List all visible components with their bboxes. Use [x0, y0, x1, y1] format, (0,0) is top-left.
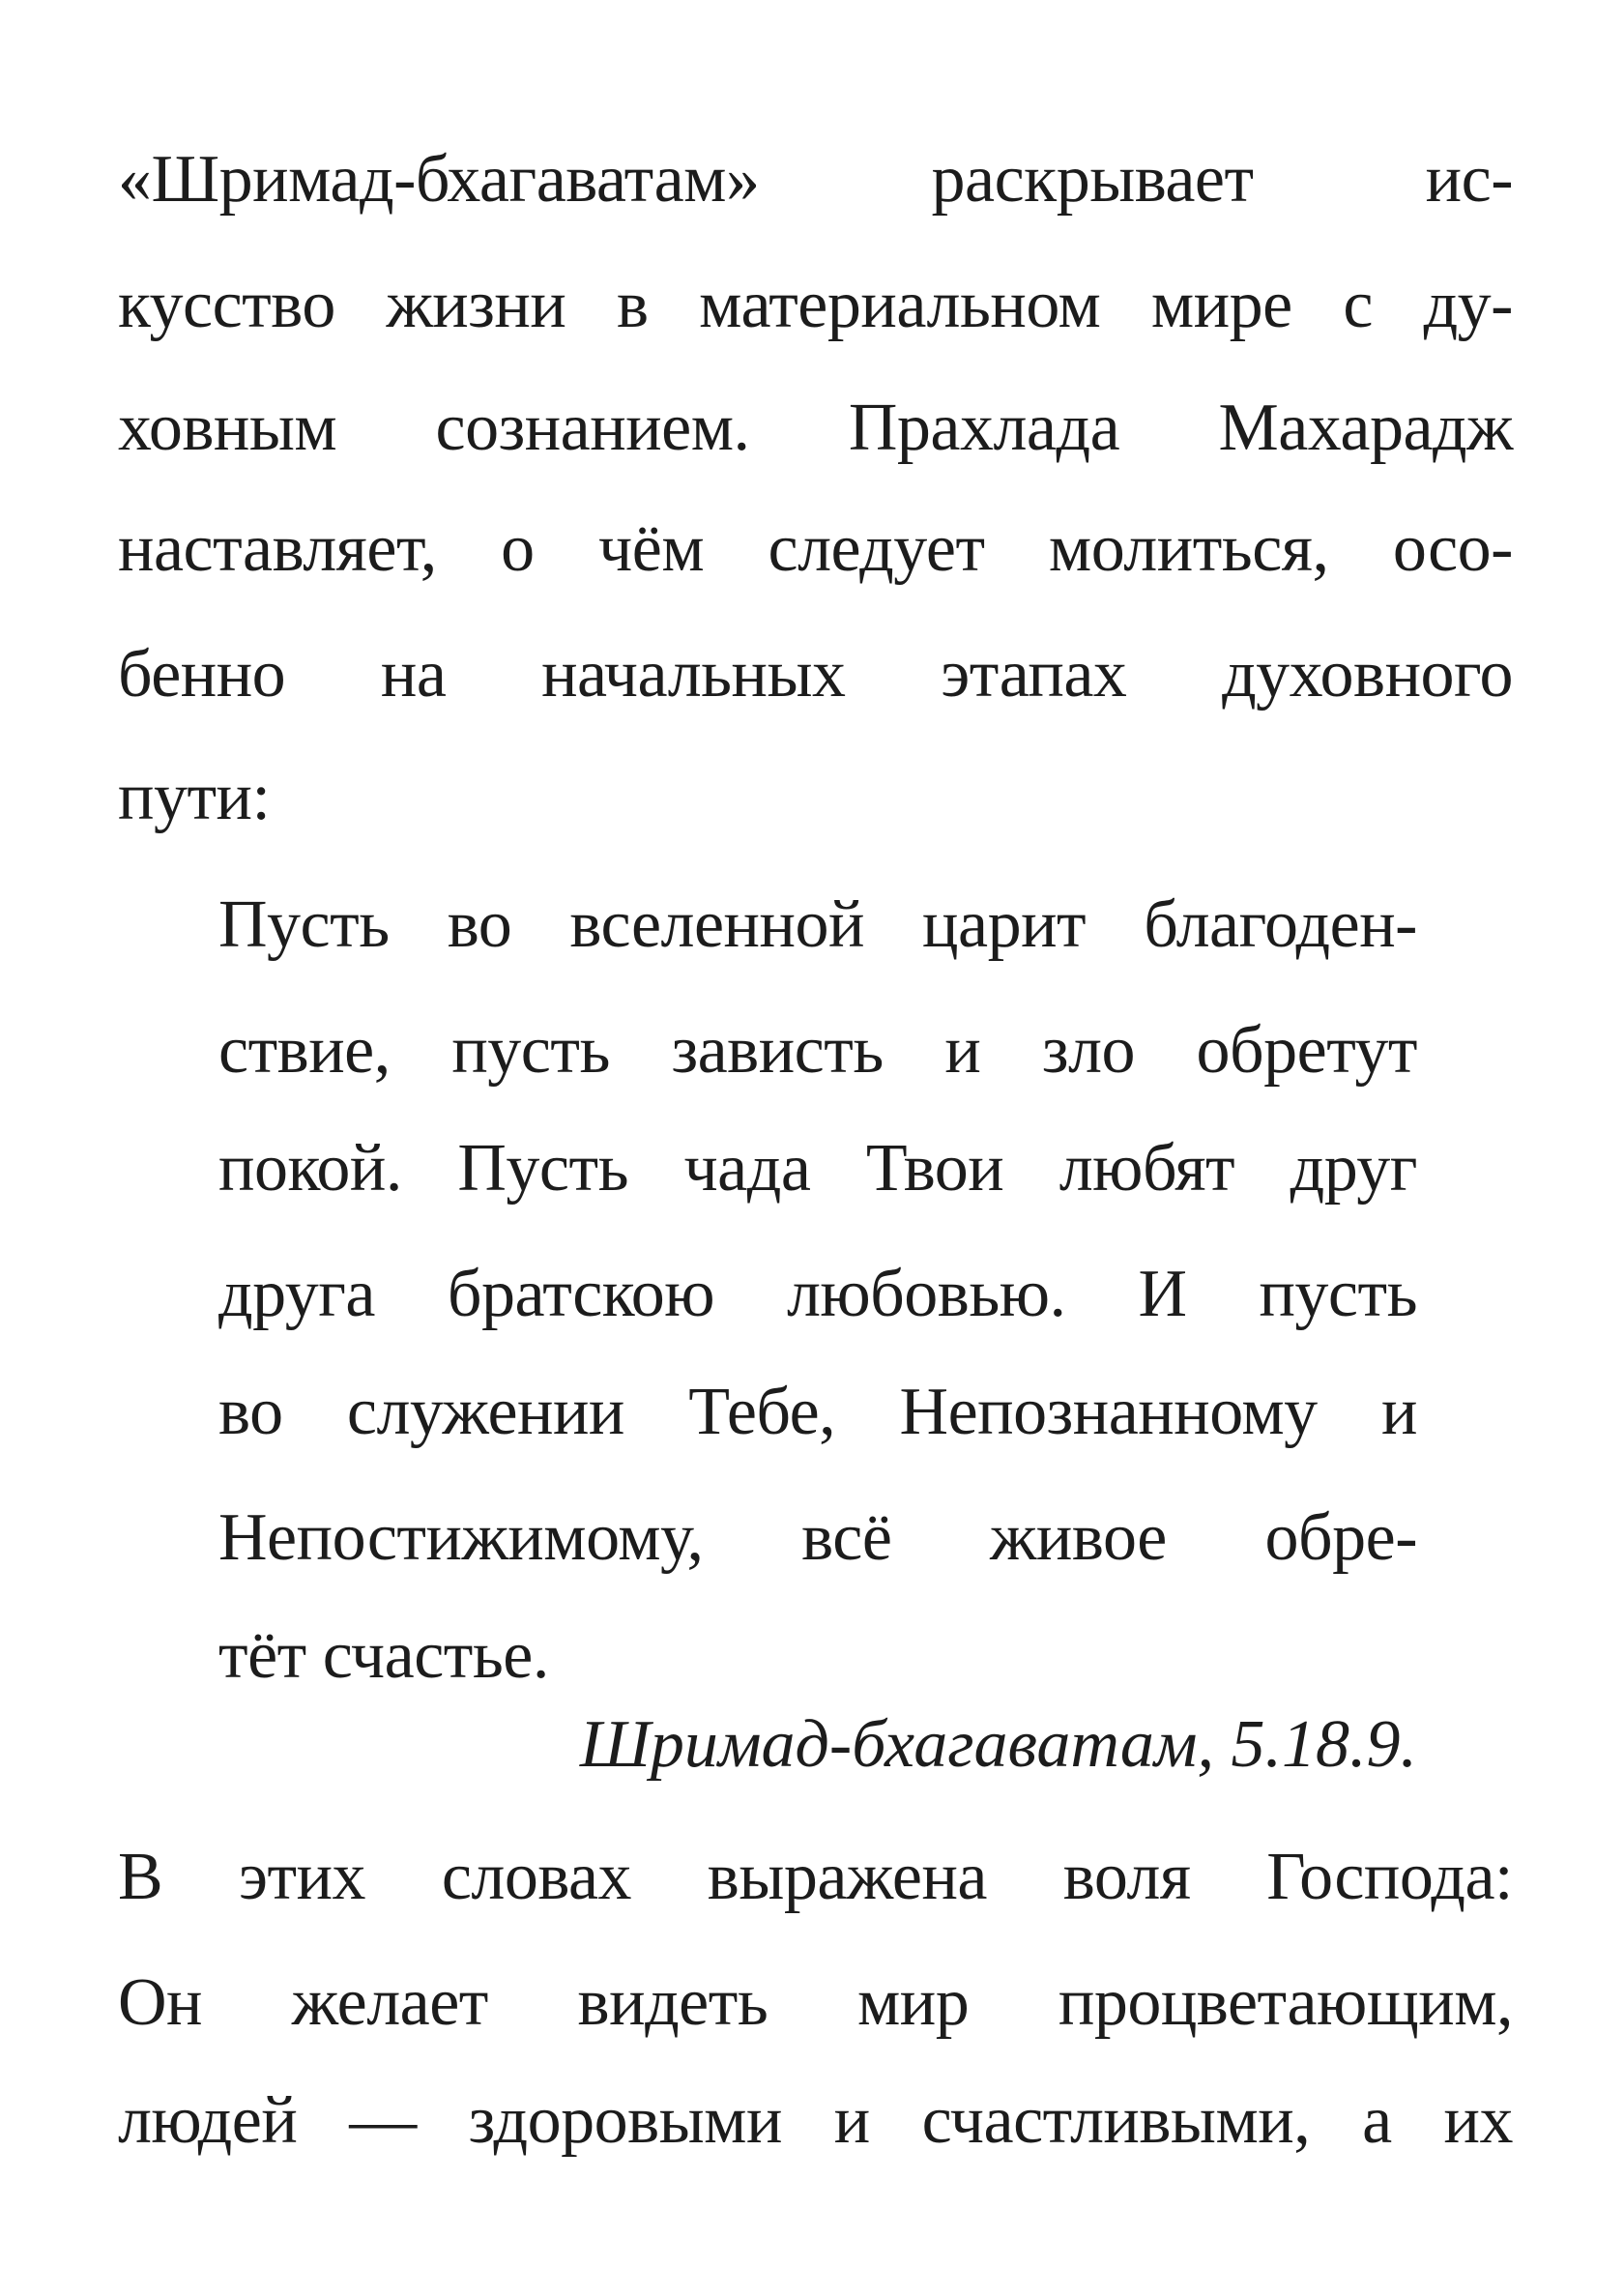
- text-line: бенно на начальных этапах духовного: [118, 637, 1513, 712]
- quote-line: ствие, пусть зависть и зло обретут: [218, 1013, 1417, 1088]
- text-line: Он желает видеть мир процветающим,: [118, 1965, 1513, 2040]
- text-line: кусство жизни в материальном мире с ду-: [118, 268, 1513, 342]
- quote-line: покой. Пусть чада Твои любят друг: [218, 1131, 1417, 1206]
- text-line: ховным сознанием. Прахлада Махарадж: [118, 391, 1513, 465]
- text-line: В этих словах выражена воля Господа:: [118, 1840, 1513, 1914]
- quote-line: во служении Тебе, Непознанному и: [218, 1375, 1417, 1449]
- quote-citation: Шримад-бхагаватам, 5.18.9.: [579, 1707, 1417, 1782]
- text-line: наставляет, о чём следует молиться, осо-: [118, 511, 1513, 586]
- quote-line: тёт счастье.: [218, 1618, 549, 1693]
- quote-line: друга братскою любовью. И пусть: [218, 1257, 1417, 1331]
- text-line: пути:: [118, 760, 271, 834]
- quote-line: Пусть во вселенной царит благоден-: [218, 887, 1417, 962]
- text-line: «Шримад-бхагаватам» раскрывает ис-: [118, 142, 1513, 217]
- text-line: людей — здоровыми и счастливыми, а их: [118, 2083, 1513, 2158]
- quote-line: Непостижимому, всё живое обре-: [218, 1500, 1417, 1575]
